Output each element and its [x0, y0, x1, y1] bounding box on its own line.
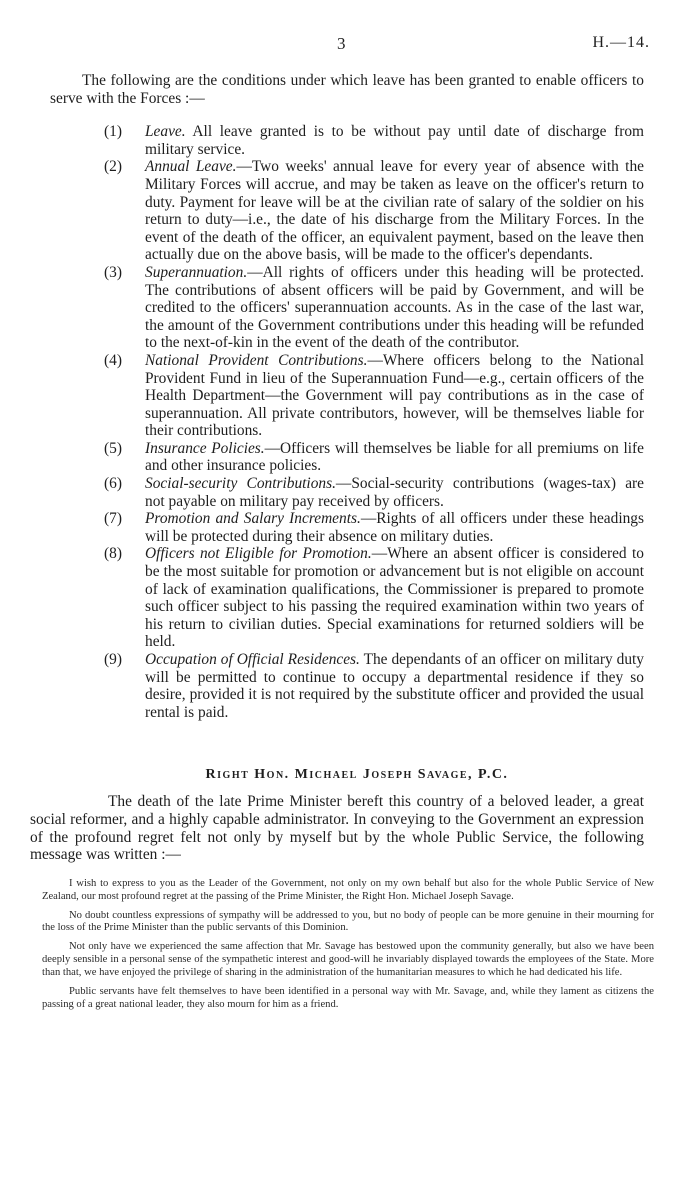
condition-item	[70, 651, 644, 721]
condition-number: (3)	[104, 263, 122, 281]
condition-text: —Officers will themselves be liable for all premiums on life and other insurance policies.	[145, 439, 644, 475]
quote-paragraph: Not only have we experienced the same affection that Mr. Savage has bestowed upon the community generally, but also we have been deeply sensible in a personal sense of the sympathetic interest and good-will he invariably displayed towards the employees of the State. More than that, we have enjoyed the privilege of sharing in the administration of the humanitarian measures to which he had dedicated his life.	[42, 941, 654, 979]
conditions-list	[70, 123, 644, 721]
condition-text: All leave granted is to be without pay until date of discharge from military service.	[145, 123, 644, 158]
condition-heading: Insurance Policies.	[145, 439, 265, 457]
condition-item	[70, 123, 644, 158]
page-header	[0, 34, 700, 56]
condition-heading: Leave.	[145, 123, 186, 141]
condition-text: —Rights of all officers under these headings will be protected during their absence on military duties.	[145, 510, 644, 545]
condition-text: —Social-security contributions (wages-tax) are not payable on military pay received by officers.	[145, 475, 644, 510]
condition-heading: Officers not Eligible for Promotion.	[145, 545, 372, 563]
quoted-message	[42, 878, 654, 1012]
condition-heading: Superannuation.	[145, 263, 248, 281]
condition-number: (6)	[104, 475, 122, 493]
condition-item	[70, 264, 644, 352]
condition-number: (1)	[104, 123, 122, 141]
page-body	[30, 72, 654, 1018]
tribute-paragraph: The death of the late Prime Minister bereft this country of a beloved leader, a great social reformer, and a highly capable administrator. In conveying to the Government an expression of the profound regret felt not only by myself but by the whole Public Service, the following message was written :—	[30, 793, 644, 864]
condition-item	[70, 158, 644, 264]
document-reference: H.—14.	[592, 34, 650, 51]
quote-paragraph: I wish to express to you as the Leader of the Government, not only on my own behalf but also for the whole Public Service of New Zealand, our most profound regret at the passing of the Prime Minister, the Right Hon. Michael Joseph Savage.	[42, 877, 654, 902]
condition-text: —All rights of officers under this heading will be protected. The contributions of absent officers will be paid by Government, and will be credited to the officers' superannuation accounts. As in the case of the last war, the amount of the Government contributions under this heading will be refunded to the next-of-kin in the event of the death of the contributor.	[145, 263, 644, 352]
quote-paragraph: Public servants have felt themselves to have been identified in a personal way with Mr. Savage, and, while they lament as citizens the passing of a great national leader, they also mourn for him as a friend.	[42, 986, 654, 1010]
condition-number: (8)	[104, 545, 122, 563]
section-heading: Right Hon. Michael Joseph Savage, P.C.	[205, 767, 509, 783]
condition-number: (7)	[104, 510, 122, 528]
condition-heading: Social-security Contributions.	[145, 475, 336, 493]
condition-text: —Where an absent officer is considered to be the most suitable for promotion or advancement but is not eligible on account of lack of examination qualifications, the Commissioner is prepared to promote such officer subject to his passing the required examination within two years of his return to civilian duties. Special examinations for returned soldiers will be held.	[145, 545, 644, 651]
condition-heading: Annual Leave.	[145, 158, 237, 176]
condition-item	[70, 440, 644, 475]
condition-text: The dependants of an officer on military duty will be permitted to continue to occupy a departmental residence if they so desire, provided it is not required by the substitute officer and provided the usual rental is paid.	[145, 651, 644, 721]
condition-text: —Where officers belong to the National Provident Fund in lieu of the Superannuation Fund—e.g., certain officers of the Health Department—the Government will pay contributions as in the case of superannuation. All private contributors, however, will be themselves liable for their contributions.	[145, 351, 644, 440]
condition-heading: Promotion and Salary Increments.	[145, 510, 361, 528]
page-number: 3	[337, 34, 346, 53]
condition-number: (2)	[104, 158, 122, 176]
condition-item	[70, 510, 644, 545]
condition-heading: National Provident Contributions.	[145, 351, 368, 369]
condition-item	[70, 545, 644, 651]
quote-paragraph: No doubt countless expressions of sympathy will be addressed to you, but no body of people can be more genuine in their mourning for the loss of the Prime Minister than the public servants of this Dominion.	[42, 909, 654, 934]
condition-number: (4)	[104, 351, 122, 369]
condition-item	[70, 352, 644, 440]
condition-item	[70, 475, 644, 510]
condition-text: —Two weeks' annual leave for every year of absence with the Military Forces will accrue, and may be taken as leave on the officer's return to duty. Payment for leave will be at the civilian rate of salary of the soldier on his return to duty—i.e., the date of his discharge from the Military Forces. In the event of the death of the officer, an equivalent payment, based on the leave then actually due on the above basis, will be made to the officer's dependants.	[145, 158, 644, 264]
tribute-section	[30, 793, 644, 863]
intro-paragraph: The following are the conditions under which leave has been granted to enable officers to serve with the Forces :—	[50, 72, 644, 107]
condition-number: (5)	[104, 439, 122, 457]
condition-number: (9)	[104, 651, 122, 668]
condition-heading: Occupation of Official Residences.	[145, 651, 360, 668]
